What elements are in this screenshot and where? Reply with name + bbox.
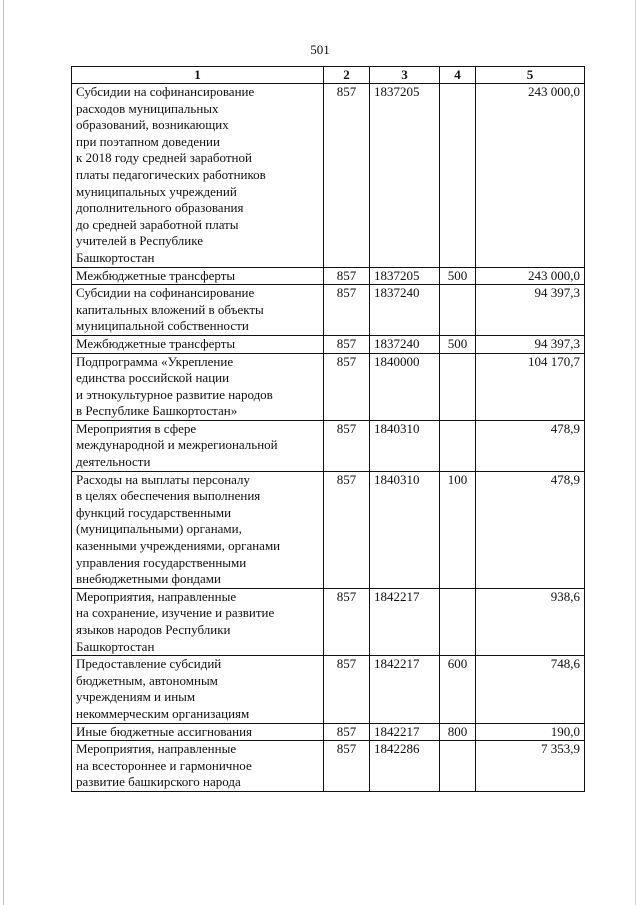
col-header-1: 1 <box>72 67 324 84</box>
item-name: Расходы на выплаты персоналу в целях обеспечения выполнения функций государственными (муниципальными) органами, казенными учреждениями, органами управления государственными внебюджетными фондами <box>72 471 324 588</box>
table-row <box>72 267 585 285</box>
table-row <box>72 84 585 268</box>
expense-type-code: 500 <box>440 335 476 353</box>
ministry-code: 857 <box>324 723 370 741</box>
table-row <box>72 588 585 655</box>
scan-edge-left <box>3 0 4 905</box>
item-name: Мероприятия, направленные на сохранение, изучение и развитие языков народов Республики Башкортостан <box>72 588 324 655</box>
ministry-code: 857 <box>324 285 370 336</box>
ministry-code: 857 <box>324 420 370 471</box>
amount: 94 397,3 <box>476 285 585 336</box>
expense-type-code <box>440 741 476 792</box>
amount: 243 000,0 <box>476 267 585 285</box>
ministry-code: 857 <box>324 335 370 353</box>
ministry-code: 857 <box>324 741 370 792</box>
item-name: Межбюджетные трансферты <box>72 267 324 285</box>
target-article-code: 1837240 <box>370 285 440 336</box>
page-number: 501 <box>310 42 330 57</box>
col-header-5: 5 <box>476 67 585 84</box>
item-name: Субсидии на софинансирование расходов муниципальных образований, возникающих при поэтапном доведении к 2018 году средней заработной платы педагогических работников муниципальных учреждений дополнительного образования до средней заработной платы учителей в Республике Башкортостан <box>72 84 324 268</box>
expense-type-code: 600 <box>440 656 476 723</box>
table-header-row <box>72 67 585 84</box>
table-body <box>72 84 585 792</box>
expense-type-code <box>440 420 476 471</box>
amount: 243 000,0 <box>476 84 585 268</box>
item-name: Подпрограмма «Укрепление единства российской нации и этнокультурное развитие народов в Республике Башкортостан» <box>72 353 324 420</box>
item-name: Субсидии на софинансирование капитальных вложений в объекты муниципальной собственности <box>72 285 324 336</box>
amount: 7 353,9 <box>476 741 585 792</box>
ministry-code: 857 <box>324 656 370 723</box>
amount: 478,9 <box>476 471 585 588</box>
table-row <box>72 420 585 471</box>
table-row <box>72 471 585 588</box>
item-name: Иные бюджетные ассигнования <box>72 723 324 741</box>
expense-type-code <box>440 353 476 420</box>
expense-type-code: 100 <box>440 471 476 588</box>
amount: 104 170,7 <box>476 353 585 420</box>
item-name: Мероприятия в сфере международной и межрегиональной деятельности <box>72 420 324 471</box>
amount: 190,0 <box>476 723 585 741</box>
col-header-3: 3 <box>370 67 440 84</box>
expense-type-code <box>440 588 476 655</box>
target-article-code: 1837205 <box>370 267 440 285</box>
ministry-code: 857 <box>324 84 370 268</box>
ministry-code: 857 <box>324 471 370 588</box>
table-row <box>72 285 585 336</box>
target-article-code: 1842217 <box>370 656 440 723</box>
ministry-code: 857 <box>324 588 370 655</box>
target-article-code: 1842286 <box>370 741 440 792</box>
scan-edge-right <box>635 0 636 905</box>
table-row <box>72 656 585 723</box>
item-name: Мероприятия, направленные на всестороннее и гармоничное развитие башкирского народа <box>72 741 324 792</box>
table-row <box>72 353 585 420</box>
expense-type-code: 500 <box>440 267 476 285</box>
target-article-code: 1840310 <box>370 471 440 588</box>
target-article-code: 1837205 <box>370 84 440 268</box>
col-header-2: 2 <box>324 67 370 84</box>
ministry-code: 857 <box>324 353 370 420</box>
budget-table <box>71 66 585 792</box>
table-row <box>72 335 585 353</box>
target-article-code: 1842217 <box>370 588 440 655</box>
amount: 748,6 <box>476 656 585 723</box>
target-article-code: 1840310 <box>370 420 440 471</box>
target-article-code: 1840000 <box>370 353 440 420</box>
amount: 478,9 <box>476 420 585 471</box>
ministry-code: 857 <box>324 267 370 285</box>
amount: 938,6 <box>476 588 585 655</box>
item-name: Межбюджетные трансферты <box>72 335 324 353</box>
table-row <box>72 723 585 741</box>
target-article-code: 1842217 <box>370 723 440 741</box>
col-header-4: 4 <box>440 67 476 84</box>
expense-type-code <box>440 84 476 268</box>
amount: 94 397,3 <box>476 335 585 353</box>
expense-type-code <box>440 285 476 336</box>
item-name: Предоставление субсидий бюджетным, автономным учреждениям и иным некоммерческим организациям <box>72 656 324 723</box>
expense-type-code: 800 <box>440 723 476 741</box>
table-row <box>72 741 585 792</box>
target-article-code: 1837240 <box>370 335 440 353</box>
